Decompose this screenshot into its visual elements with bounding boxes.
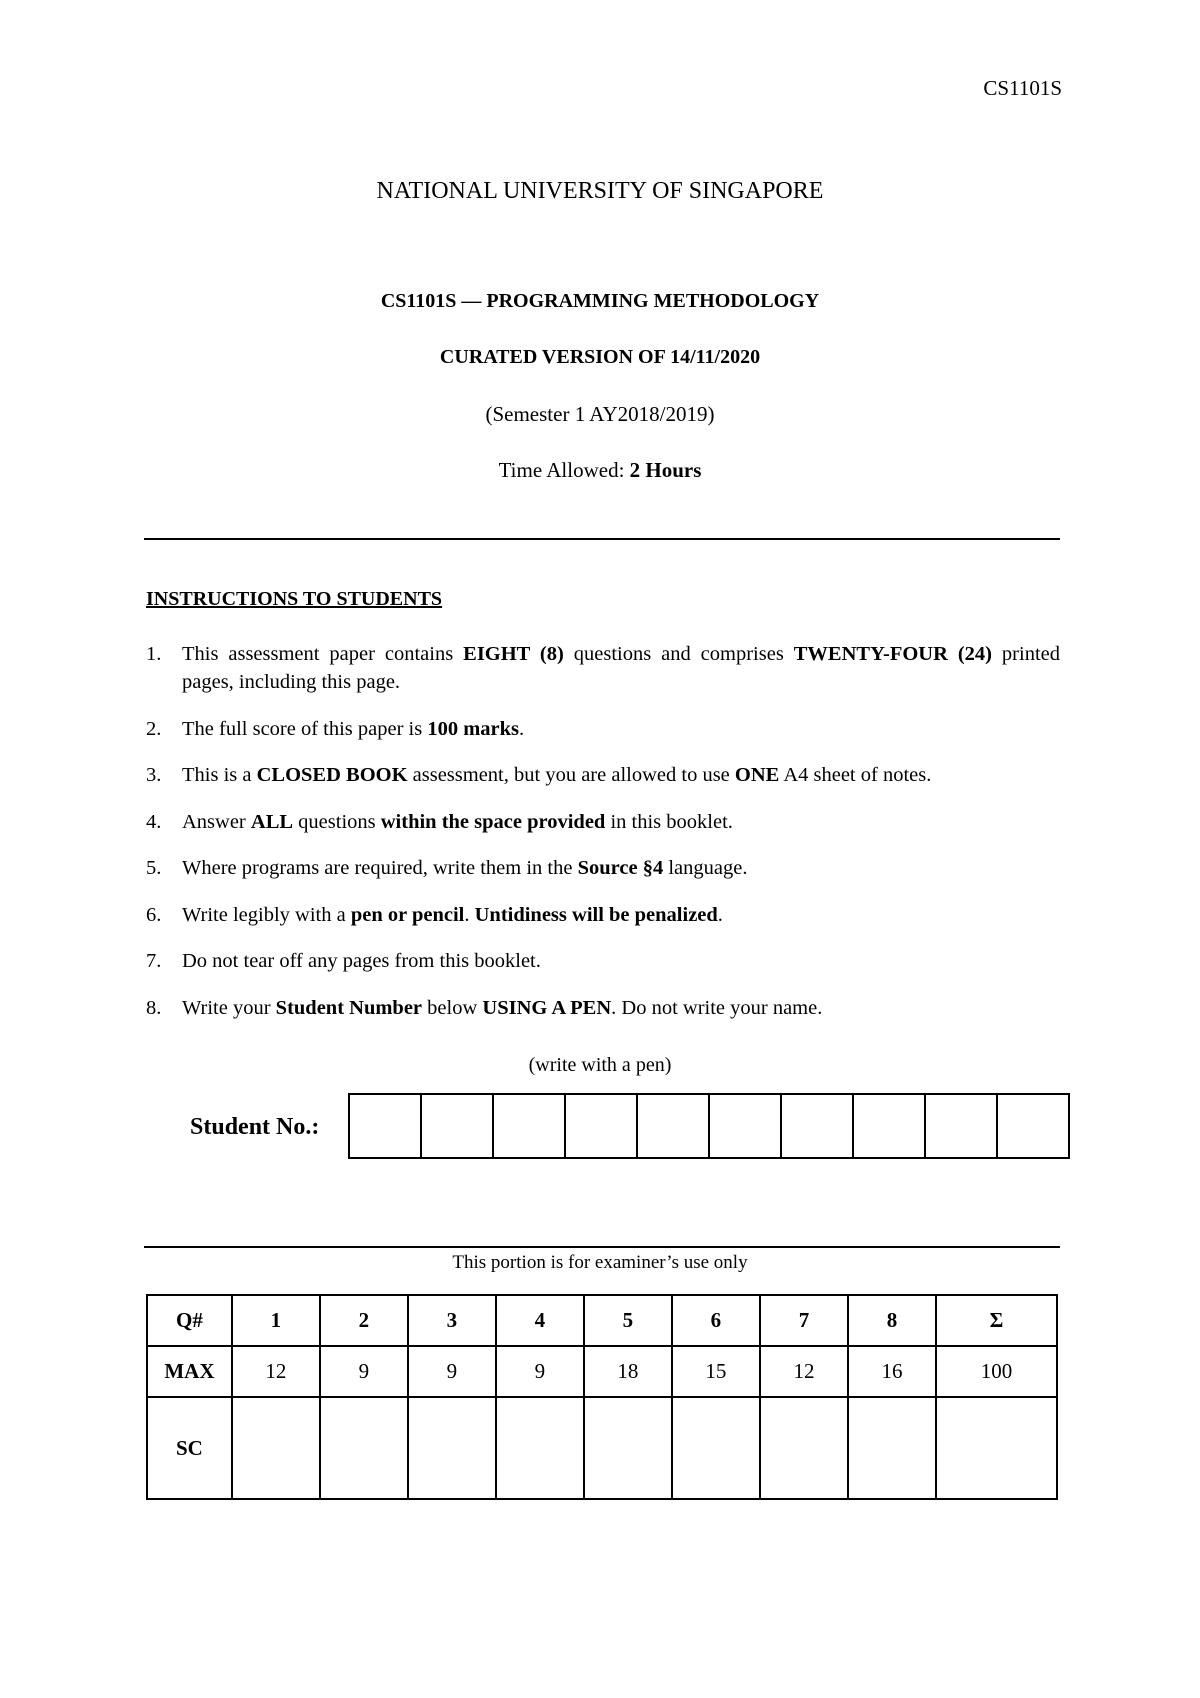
instruction-text: language. xyxy=(663,857,748,879)
score-table-max-row xyxy=(147,1346,1057,1397)
instruction-text: . Do not write your name. xyxy=(611,996,823,1019)
score-cell: 12 xyxy=(760,1346,848,1397)
instruction-text: in this booklet. xyxy=(605,810,733,833)
instruction-number: 5. xyxy=(146,857,162,879)
student-number-box[interactable] xyxy=(710,1095,782,1157)
score-cell: 8 xyxy=(848,1295,936,1346)
instruction-emphasis: USING A PEN xyxy=(482,996,612,1019)
divider-top xyxy=(144,538,1060,540)
instruction-text: . xyxy=(464,903,475,926)
score-cell: 100 xyxy=(936,1346,1057,1397)
instruction-item xyxy=(146,901,1060,929)
score-cell: 16 xyxy=(848,1346,936,1397)
score-table-score-row xyxy=(147,1397,1057,1499)
instruction-number: 1. xyxy=(146,643,162,665)
score-cell: 1 xyxy=(232,1295,320,1346)
score-cell: 7 xyxy=(760,1295,848,1346)
instruction-text: The full score of this paper is xyxy=(182,717,428,740)
instruction-text: Write legibly with a xyxy=(182,903,351,926)
score-cell: 2 xyxy=(320,1295,408,1346)
score-row-label: SC xyxy=(147,1397,232,1499)
instruction-emphasis: 100 marks xyxy=(427,717,520,740)
university-name: NATIONAL UNIVERSITY OF SINGAPORE xyxy=(376,178,824,204)
instruction-emphasis: Student Number xyxy=(275,996,423,1019)
instruction-item xyxy=(146,947,1060,975)
score-cell: 4 xyxy=(496,1295,584,1346)
instruction-text: printed pages, including this page. xyxy=(182,643,1061,693)
instruction-text: . xyxy=(717,903,723,926)
instruction-number: 3. xyxy=(146,764,162,786)
score-cell: 15 xyxy=(672,1346,760,1397)
instruction-item xyxy=(146,715,1060,743)
instruction-text: assessment, but you are allowed to use xyxy=(407,764,735,786)
page-header-course-code: CS1101S xyxy=(983,76,1062,100)
instruction-emphasis: pen or pencil xyxy=(350,903,465,926)
score-cell: 6 xyxy=(672,1295,760,1346)
score-table-header-row xyxy=(147,1295,1057,1346)
instruction-item xyxy=(146,994,1060,1022)
time-allowed-value: 2 Hours xyxy=(629,458,702,482)
score-cell[interactable] xyxy=(232,1397,320,1499)
instruction-item xyxy=(146,808,1060,836)
score-cell: 12 xyxy=(232,1346,320,1397)
student-number-boxes xyxy=(348,1093,1070,1159)
student-number-box[interactable] xyxy=(926,1095,998,1157)
instruction-emphasis: ONE xyxy=(734,764,780,786)
score-row-label: MAX xyxy=(147,1346,232,1397)
semester-info: (Semester 1 AY2018/2019) xyxy=(485,402,715,426)
examiner-note: This portion is for examiner’s use only xyxy=(452,1252,748,1273)
instruction-emphasis: TWENTY-FOUR (24) xyxy=(793,643,992,665)
score-row-label: Q# xyxy=(147,1295,232,1346)
course-title: CS1101S — PROGRAMMING METHODOLOGY xyxy=(380,290,820,312)
score-cell: Σ xyxy=(936,1295,1057,1346)
pen-note: (write with a pen) xyxy=(528,1054,672,1076)
student-number-box[interactable] xyxy=(494,1095,566,1157)
instruction-emphasis: CLOSED BOOK xyxy=(256,764,408,786)
score-cell: 9 xyxy=(408,1346,496,1397)
score-table xyxy=(146,1294,1058,1500)
student-number-box[interactable] xyxy=(782,1095,854,1157)
instruction-text: Where programs are required, write them in the xyxy=(182,857,578,879)
instruction-text: Write your xyxy=(182,996,276,1019)
instruction-emphasis: Untidiness will be penalized xyxy=(474,903,718,926)
instruction-item xyxy=(146,640,1060,696)
student-number-label: Student No.: xyxy=(190,1114,320,1140)
score-cell[interactable] xyxy=(584,1397,672,1499)
instruction-text: This is a xyxy=(182,764,257,786)
instruction-text: below xyxy=(422,996,483,1019)
curated-version: CURATED VERSION OF 14/11/2020 xyxy=(439,346,761,368)
instruction-item xyxy=(146,761,1060,789)
instruction-number: 6. xyxy=(146,903,162,926)
student-number-box[interactable] xyxy=(998,1095,1068,1157)
score-cell: 5 xyxy=(584,1295,672,1346)
student-number-box[interactable] xyxy=(638,1095,710,1157)
instruction-text: Do not tear off any pages from this booklet. xyxy=(182,950,541,972)
score-cell[interactable] xyxy=(936,1397,1057,1499)
student-number-box[interactable] xyxy=(422,1095,494,1157)
instruction-item xyxy=(146,854,1060,882)
score-cell[interactable] xyxy=(760,1397,848,1499)
instruction-text: This assessment paper contains xyxy=(182,643,464,665)
score-cell[interactable] xyxy=(408,1397,496,1499)
student-number-box[interactable] xyxy=(566,1095,638,1157)
instruction-emphasis: EIGHT (8) xyxy=(463,643,564,665)
time-allowed xyxy=(0,458,1200,483)
instruction-emphasis: within the space provided xyxy=(380,810,606,833)
score-cell: 18 xyxy=(584,1346,672,1397)
instruction-text: Answer xyxy=(182,810,251,833)
instruction-text: . xyxy=(519,717,525,740)
instruction-text: questions and comprises xyxy=(563,643,794,665)
score-cell: 9 xyxy=(320,1346,408,1397)
instructions-list xyxy=(146,640,1060,1040)
instruction-number: 4. xyxy=(146,810,162,833)
instruction-emphasis: Source §4 xyxy=(577,857,664,879)
score-cell[interactable] xyxy=(320,1397,408,1499)
instruction-number: 7. xyxy=(146,950,162,972)
instruction-number: 8. xyxy=(146,996,162,1019)
instruction-text: questions xyxy=(293,810,381,833)
score-cell: 3 xyxy=(408,1295,496,1346)
score-cell[interactable] xyxy=(496,1397,584,1499)
instruction-text: A4 sheet of notes. xyxy=(779,764,932,786)
student-number-box[interactable] xyxy=(854,1095,926,1157)
student-number-box[interactable] xyxy=(350,1095,422,1157)
instructions-heading: INSTRUCTIONS TO STUDENTS xyxy=(146,588,443,610)
instruction-emphasis: ALL xyxy=(250,810,294,833)
instruction-number: 2. xyxy=(146,717,162,740)
score-cell: 9 xyxy=(496,1346,584,1397)
time-allowed-label: Time Allowed: xyxy=(498,458,630,482)
score-cell[interactable] xyxy=(848,1397,936,1499)
score-cell[interactable] xyxy=(672,1397,760,1499)
divider-examiner xyxy=(144,1246,1060,1248)
